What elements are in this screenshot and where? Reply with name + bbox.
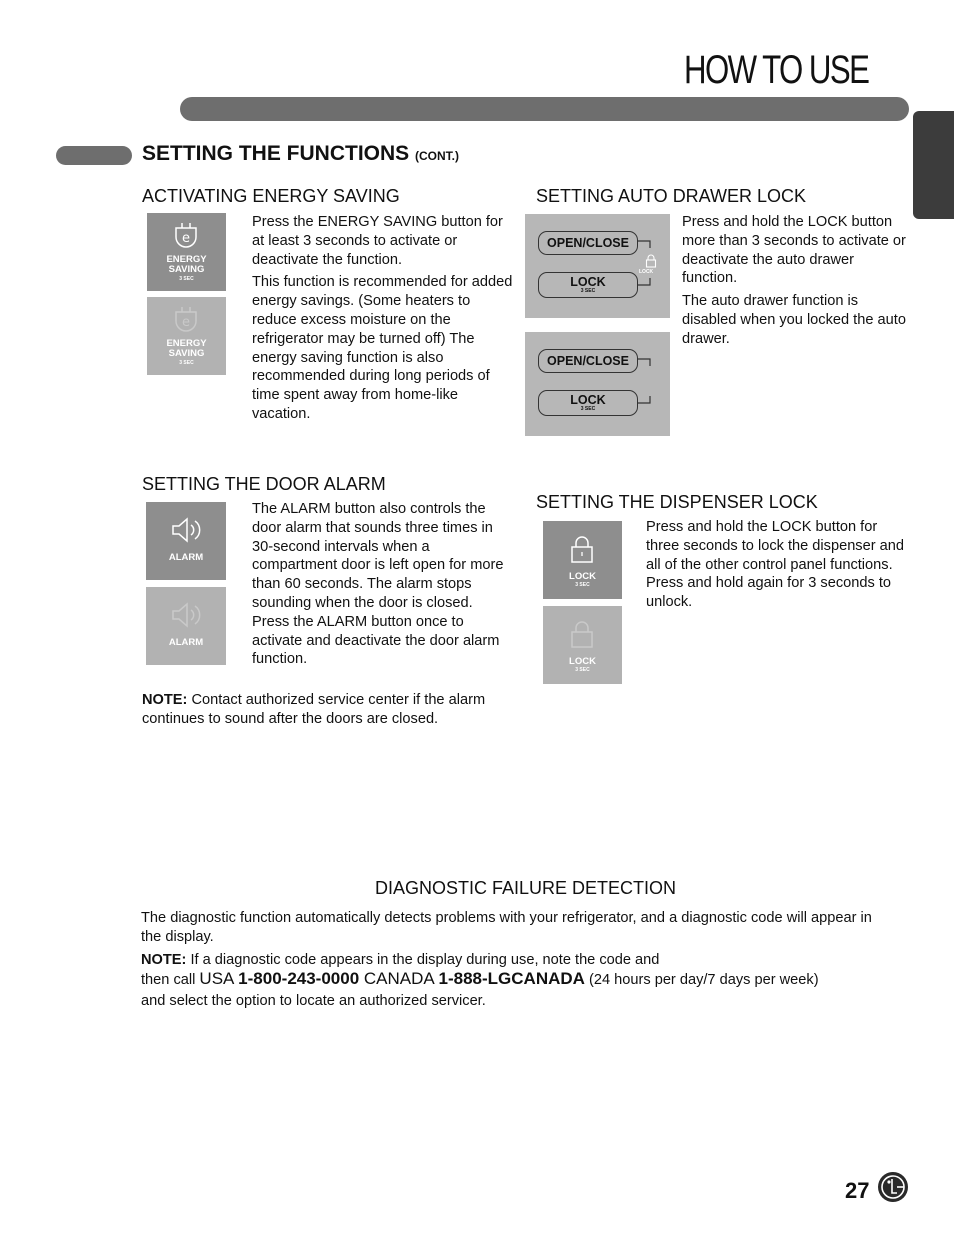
dispenser-text (646, 518, 908, 616)
drawer-lock-label-2: LOCK (570, 393, 606, 407)
drawer-panel-unlocked (525, 332, 670, 436)
language-tab-label: ENGLISH (892, 132, 909, 206)
service-hours: (24 hours per day/7 days per week) (584, 972, 819, 988)
svg-text:e: e (182, 315, 190, 330)
energy-sec-off: 3 SEC (179, 360, 194, 366)
drawer-lock-heading: SETTING AUTO DRAWER LOCK (536, 186, 807, 206)
svg-text:e: e (182, 231, 190, 246)
canada-phone: 1-888-LGCANADA (438, 969, 585, 988)
dispenser-lock-button-on (543, 521, 622, 599)
dispenser-lock-sec: 3 SEC (575, 582, 590, 588)
drawer-lock-label: LOCK (570, 275, 606, 289)
language-tab (892, 111, 954, 219)
alarm-paragraph-1: The ALARM button also controls the door alarm that sounds three times in 30-second intervals when a compartment door is left open for more than 60 seconds. The alarm stops sounding when the door is closed. (252, 501, 504, 611)
energy-label-1: ENERGY (166, 254, 207, 265)
diagnostic-last-line: and select the option to locate an authorized servicer. (141, 993, 486, 1009)
lock-indicator-icon (644, 254, 658, 268)
energy-saving-button-on (147, 213, 226, 291)
drawer-text (682, 213, 912, 353)
dispenser-lock-button-off (543, 606, 622, 684)
drawer-lock-button (538, 272, 638, 298)
dispenser-paragraph-1: Press and hold the LOCK button for three seconds to lock the dispenser and all of the other control panel functions. Press and hold again for 3 seconds to unlock. (646, 519, 904, 611)
alarm-text (252, 500, 514, 673)
energy-plug-icon (172, 221, 200, 251)
alarm-label: ALARM (168, 552, 204, 563)
dispenser-lock-sec-off: 3 SEC (575, 667, 590, 673)
lg-logo (878, 1172, 908, 1202)
drawer-lock-sec: 3 SEC (580, 288, 596, 294)
alarm-button-off (146, 587, 226, 665)
dispenser-lock-label: LOCK (569, 571, 596, 582)
diagnostic-note-label: NOTE: (141, 952, 187, 968)
energy-saving-heading: ACTIVATING ENERGY SAVING (142, 186, 400, 206)
lock-indicator-label: LOCK (639, 269, 654, 275)
diagnostic-heading: DIAGNOSTIC FAILURE DETECTION (375, 878, 677, 898)
energy-sec: 3 SEC (179, 276, 194, 282)
alarm-paragraph-2: Press the ALARM button once to activate and deactivate the door alarm function. (252, 613, 500, 668)
usa-label: USA (199, 969, 239, 988)
energy-saving-button-off (147, 297, 226, 375)
section-marker (56, 146, 132, 165)
then-call-text: then call (141, 972, 200, 988)
drawer-lock-sec-2: 3 SEC (580, 406, 596, 412)
speaker-icon (170, 516, 204, 544)
open-close-button: OPEN/CLOSE (538, 231, 638, 255)
alarm-button-on (146, 502, 226, 580)
energy-paragraph-2: This function is recommended for added energy savings. (Some heaters to reduce excess moisture on the refrigerator may be turned off) The energy saving function is also recommended during long periods of time spent away from home-like vacation. (252, 274, 513, 422)
lg-logo-icon (878, 1172, 908, 1202)
drawer-panel-locked (525, 214, 670, 318)
section-title-text: SETTING THE FUNCTIONS (142, 142, 410, 165)
energy-plug-icon-dim (172, 305, 200, 335)
drawer-paragraph-1: Press and hold the LOCK button more than 3 seconds to activate or deactivate the auto drawer function. (682, 214, 906, 287)
canada-label: CANADA (359, 969, 439, 988)
alarm-label-off: ALARM (168, 637, 204, 648)
drawer-paragraph-2: The auto drawer function is disabled when you locked the auto drawer. (682, 293, 906, 347)
energy-label-2: SAVING (168, 264, 205, 275)
usa-phone: 1-800-243-0000 (238, 969, 360, 988)
page-title: HOW TO USE (684, 48, 869, 92)
speaker-icon-dim (170, 601, 204, 629)
padlock-icon-dim (569, 620, 595, 650)
diagnostic-paragraph: The diagnostic function automatically detects problems with your refrigerator, and a diagnostic code will appear in the display. (141, 910, 872, 945)
drawer-lock-button-2 (538, 390, 638, 416)
diagnostic-call-line (141, 970, 921, 990)
section-title-suffix: (CONT.) (415, 149, 460, 163)
alarm-note-text: Contact authorized service center if the alarm continues to sound after the doors are closed. (142, 692, 486, 727)
header-bar (180, 97, 909, 121)
diagnostic-note (141, 951, 901, 970)
energy-paragraph-1: Press the ENERGY SAVING button for at least 3 seconds to activate or deactivate the function. (252, 214, 503, 268)
padlock-icon (569, 535, 595, 565)
door-alarm-heading: SETTING THE DOOR ALARM (142, 474, 386, 494)
dispenser-lock-label-off: LOCK (569, 656, 596, 667)
connector-lines-2 (636, 354, 652, 406)
energy-text (252, 213, 514, 428)
dispenser-lock-heading: SETTING THE DISPENSER LOCK (536, 492, 818, 512)
page-number: 27 (845, 1178, 870, 1203)
energy-label-1-off: ENERGY (166, 338, 207, 349)
section-title (142, 142, 459, 166)
alarm-note-label: NOTE: (142, 692, 188, 708)
alarm-note (142, 691, 514, 729)
diagnostic-note-text: If a diagnostic code appears in the display during use, note the code and (186, 952, 660, 968)
energy-label-2-off: SAVING (168, 348, 205, 359)
open-close-button-2: OPEN/CLOSE (538, 349, 638, 373)
